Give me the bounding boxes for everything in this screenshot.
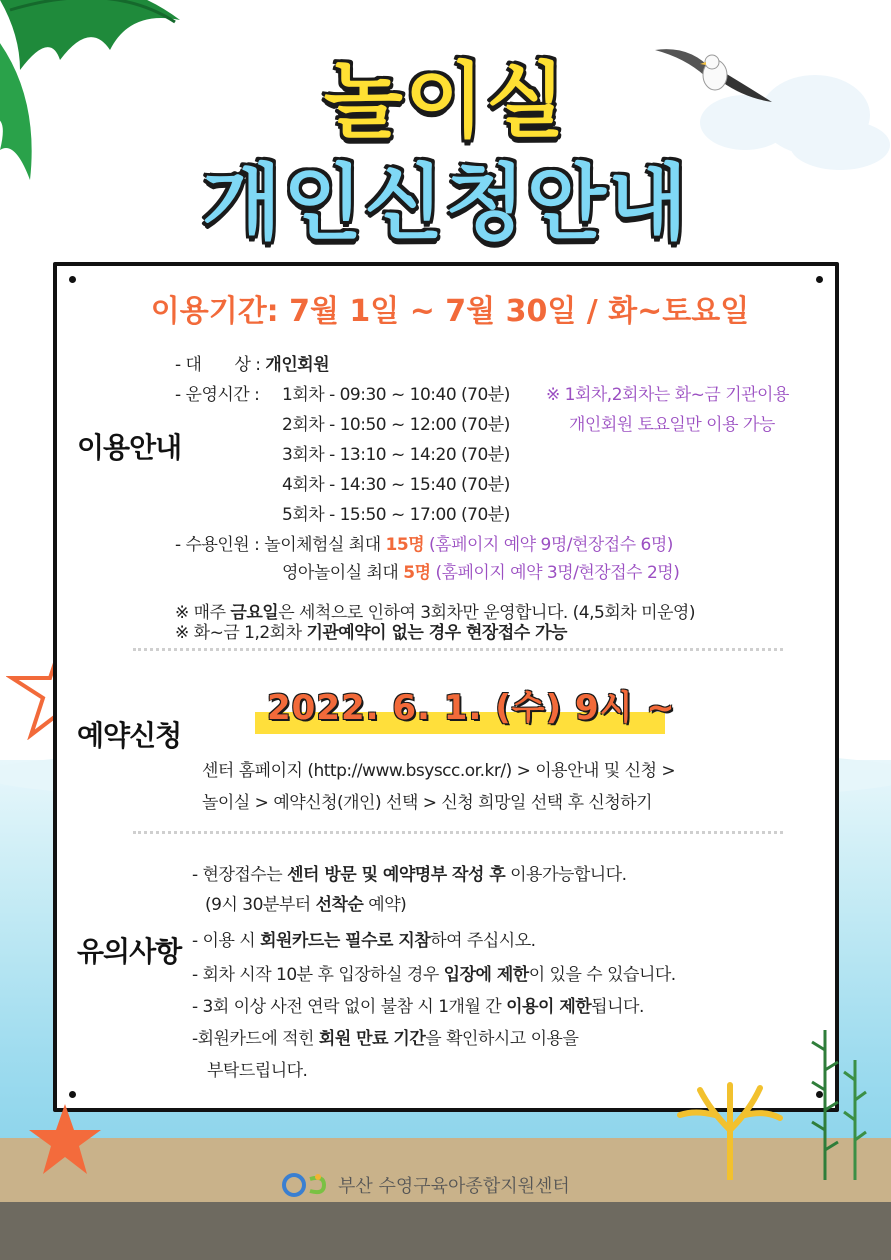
session-5: 5회차 - 15:50 ~ 17:00 (70분) [282, 505, 510, 525]
notice-6-b: 회원 만료 기간 [318, 1029, 426, 1049]
target-value: 개인회원 [265, 355, 330, 375]
pin-dot [69, 1091, 76, 1098]
organization-name: 부산 수영구육아종합지원센터 [338, 1176, 570, 1197]
capacity-2-note: (홈페이지 예약 3명/현장접수 2명) [435, 563, 680, 583]
notice-3-c: 하여 주십시오. [430, 931, 536, 951]
session-3: 3회차 - 13:10 ~ 14:20 (70분) [282, 445, 510, 465]
section-heading-notice: 유의사항 [77, 935, 182, 968]
ground-strip [0, 1202, 891, 1260]
session-1: 1회차 - 09:30 ~ 10:40 (70분) [282, 385, 510, 405]
info-board [53, 262, 839, 1112]
capacity-1-number: 15명 [385, 535, 425, 555]
notice-1-c: 이용가능합니다. [510, 865, 627, 885]
notice-line-2 [205, 890, 406, 915]
notice-3-a: - 이용 시 [192, 931, 256, 951]
walkin-note [175, 618, 567, 643]
usage-period: 이용기간: 7월 1일 ~ 7월 30일 / 화~토요일 [150, 294, 750, 329]
notice-2-b: 선착순 [315, 895, 364, 915]
capacity-1-prefix: 놀이체험실 최대 [264, 535, 381, 555]
notice-6-a: -회원카드에 적힌 [192, 1029, 314, 1049]
reservation-date: 2022. 6. 1. (수) 9시 ~ [267, 688, 676, 728]
notice-line-1 [192, 860, 626, 885]
reservation-step-2: 놀이실 > 예약신청(개인) 선택 > 신청 희망일 선택 후 신청하기 [202, 793, 653, 813]
notice-4-c: 이 있을 수 있습니다. [528, 965, 676, 985]
coral-icon [660, 1070, 800, 1180]
hours-note-1: ※ 1회차,2회차는 화~금 기관이용 [546, 385, 789, 405]
organization-logo [280, 1171, 330, 1199]
capacity-row-2 [282, 558, 679, 583]
section-heading-usage: 이용안내 [77, 431, 182, 464]
notice-4-b: 입장에 제한 [443, 965, 529, 985]
notice-5-a: - 3회 이상 사전 연락 없이 불참 시 1개월 간 [192, 997, 502, 1017]
seaweed-icon [800, 1020, 880, 1180]
hours-note-2: 개인회원 토요일만 이용 가능 [569, 415, 775, 435]
session-4: 4회차 - 14:30 ~ 15:40 (70분) [282, 475, 510, 495]
notice-line-7: 부탁드립니다. [207, 1061, 308, 1081]
title-line-2: 개인신청안내 [201, 156, 690, 251]
walkin-note-b: 기관예약이 없는 경우 현장접수 가능 [306, 623, 567, 643]
notice-2-a: (9시 30분부터 [205, 895, 311, 915]
friday-note-c: 은 세척으로 인하여 3회차만 운영합니다. (4,5회차 미운영) [278, 603, 695, 623]
capacity-label: - 수용인원 : [175, 535, 260, 555]
dotted-divider [133, 831, 783, 834]
notice-1-a: - 현장접수는 [192, 865, 283, 885]
friday-note-a: ※ 매주 [175, 603, 226, 623]
capacity-row-1 [175, 530, 673, 555]
notice-line-5 [192, 992, 644, 1017]
notice-5-c: 됩니다. [591, 997, 644, 1017]
reservation-step-1: 센터 홈페이지 (http://www.bsyscc.or.kr/) > 이용안내 및 신청 > [202, 761, 676, 781]
target-row [175, 350, 329, 375]
notice-line-3 [192, 926, 536, 951]
notice-3-b: 회원카드는 필수로 지참 [260, 931, 431, 951]
dotted-divider [133, 648, 783, 651]
pin-dot [816, 276, 823, 283]
notice-4-a: - 회차 시작 10분 후 입장하실 경우 [192, 965, 439, 985]
capacity-1-note: (홈페이지 예약 9명/현장접수 6명) [429, 535, 673, 555]
notice-1-b: 센터 방문 및 예약명부 작성 후 [287, 865, 506, 885]
hours-label: - 운영시간 : [175, 385, 260, 405]
notice-6-c: 을 확인하시고 이용을 [425, 1029, 579, 1049]
pin-dot [69, 276, 76, 283]
section-heading-reservation: 예약신청 [77, 719, 182, 752]
target-label: - 대 상 : [175, 355, 261, 375]
walkin-note-a: ※ 화~금 1,2회차 [175, 623, 302, 643]
footer [280, 1170, 570, 1200]
title-line-1: 놀이실 [323, 54, 568, 149]
capacity-2-prefix: 영아놀이실 최대 [282, 563, 399, 583]
notice-2-c: 예약) [368, 895, 407, 915]
notice-line-4 [192, 960, 676, 985]
notice-line-6 [192, 1024, 578, 1049]
notice-5-b: 이용이 제한 [506, 997, 592, 1017]
capacity-2-number: 5명 [403, 563, 431, 583]
starfish-icon [25, 1100, 105, 1180]
session-2: 2회차 - 10:50 ~ 12:00 (70분) [282, 415, 510, 435]
friday-note-b: 금요일 [230, 603, 279, 623]
